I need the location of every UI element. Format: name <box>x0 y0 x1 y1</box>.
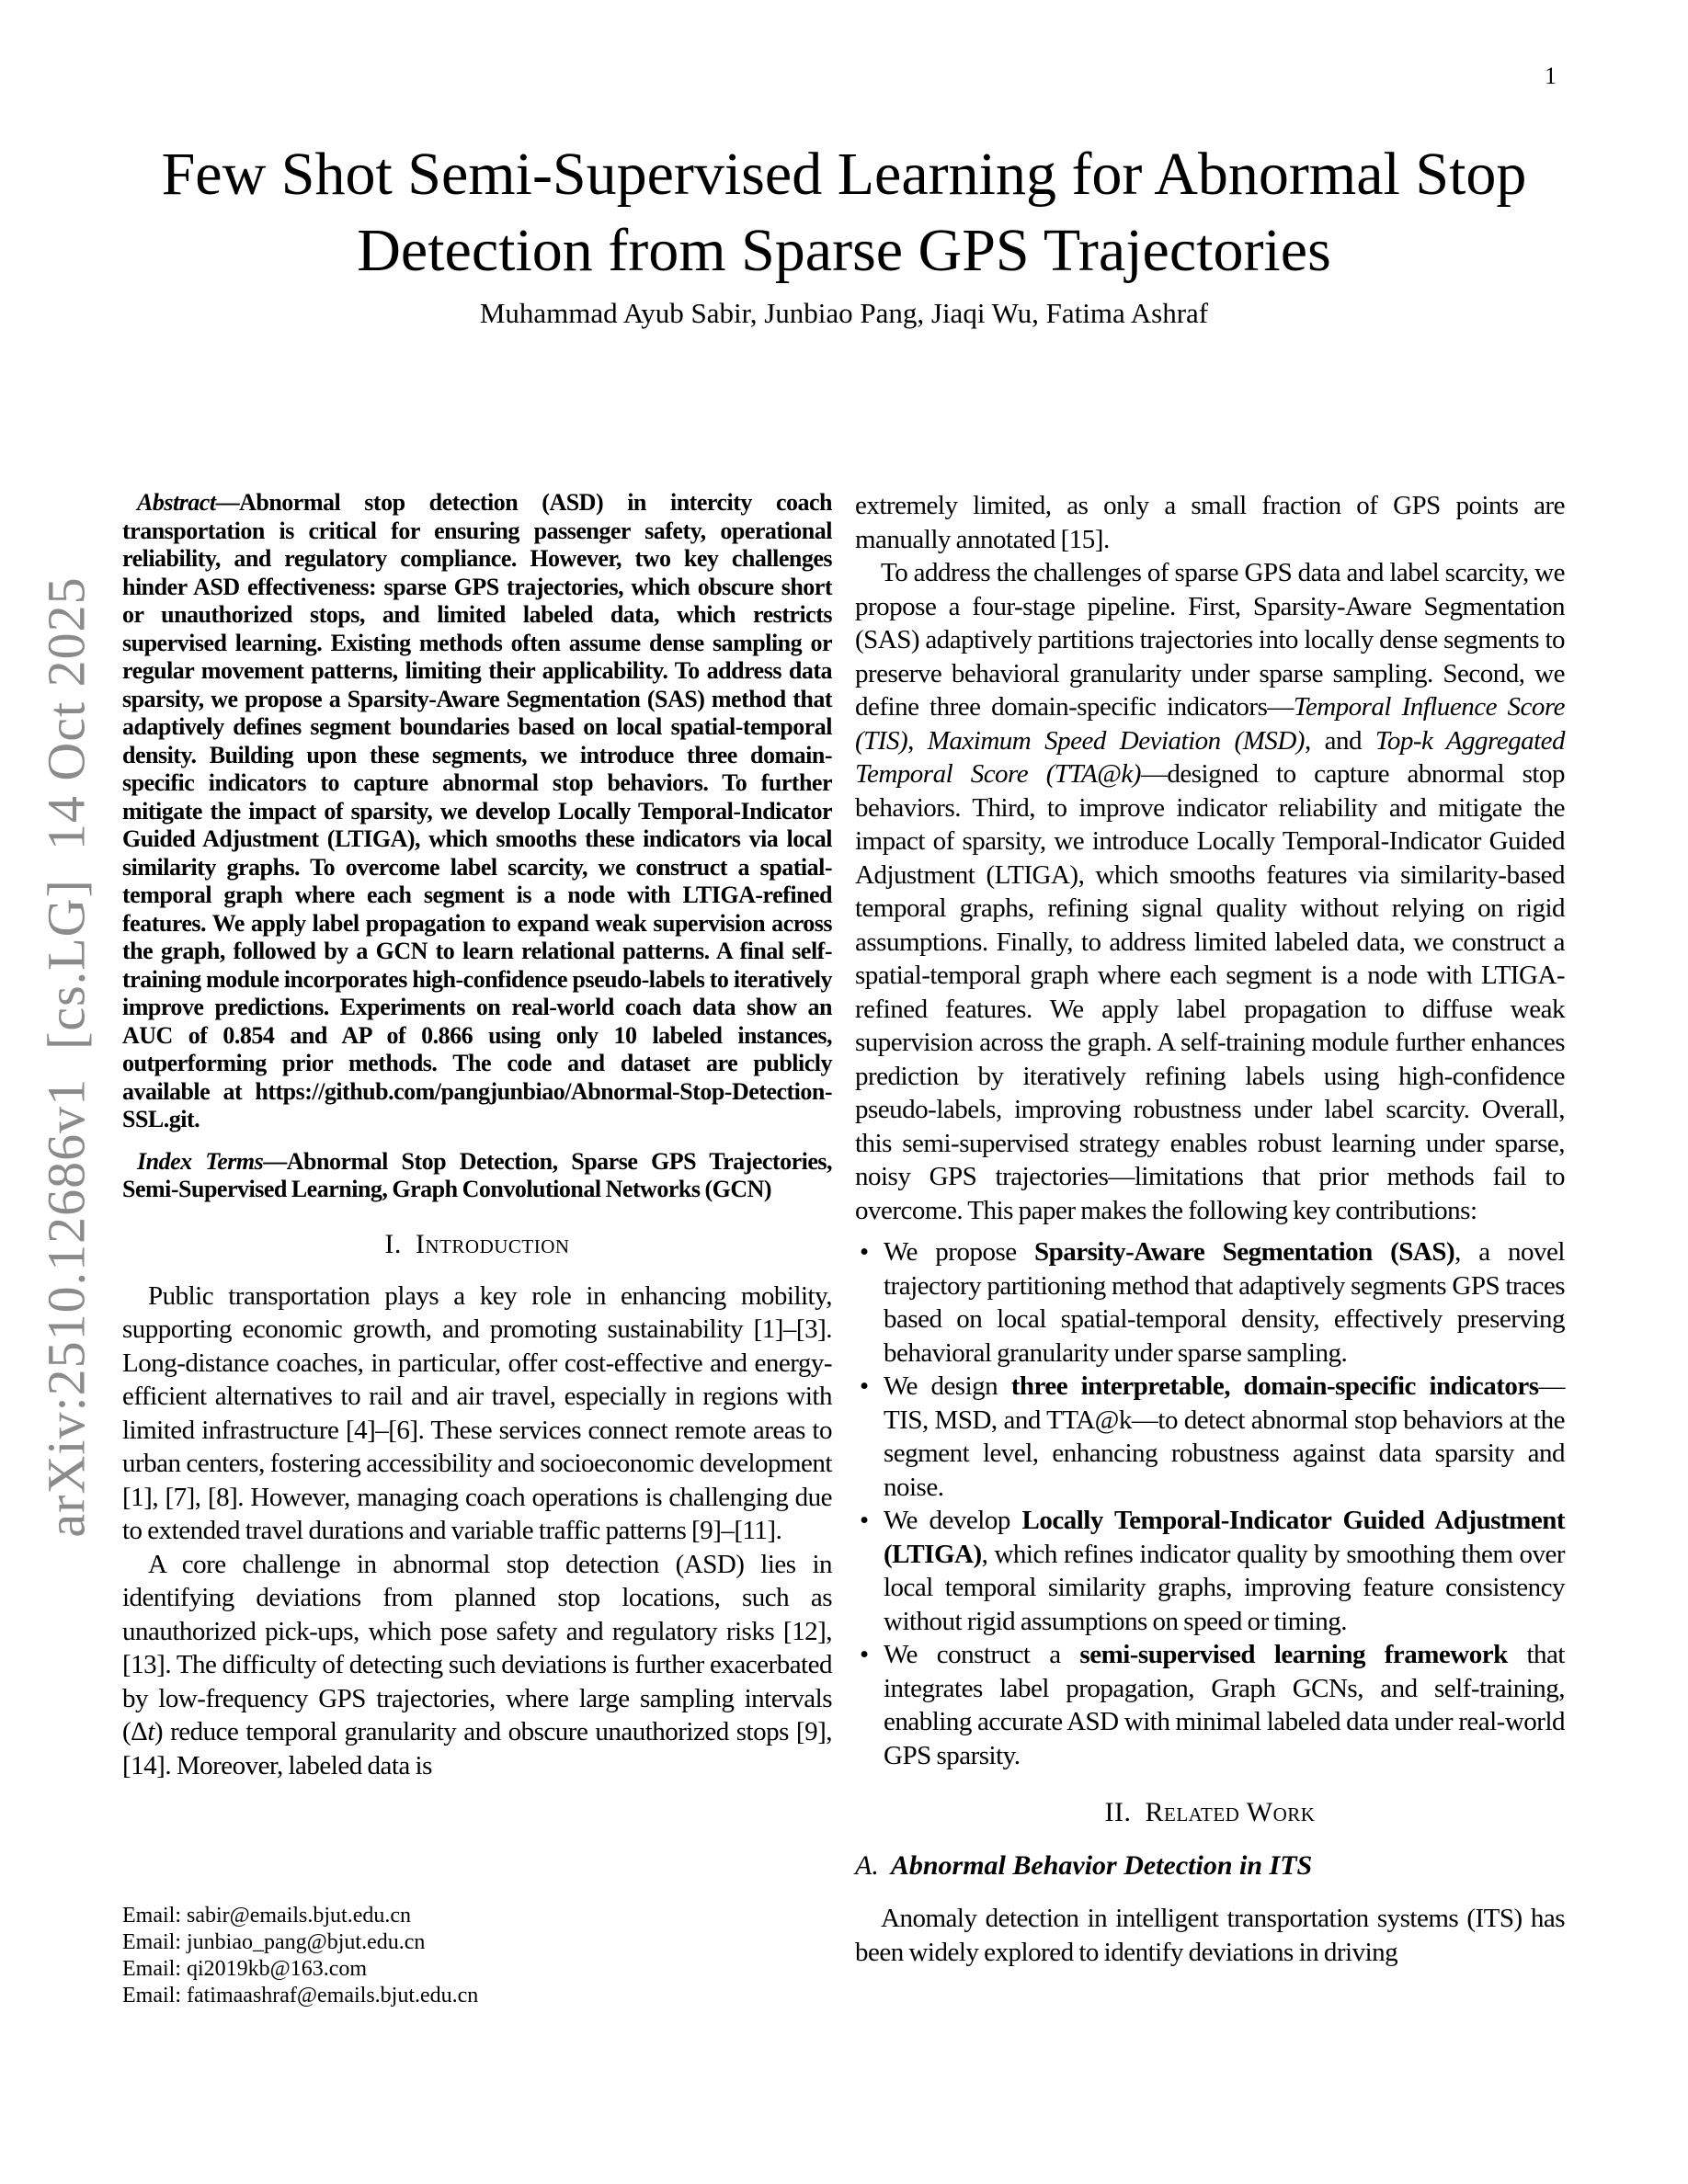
paper-authors: Muhammad Ayub Sabir, Junbiao Pang, Jiaqi Wu, Fatima Ashraf <box>479 297 1209 329</box>
contribution-item: • We develop Locally Temporal-Indicator Guided Adjustment (LTIGA), which refines indicator quality by smoothing them over local temporal similarity graphs, improving feature consistency without rigid assumptions on speed or timing. <box>855 1504 1565 1638</box>
arxiv-watermark: arXiv:2510.12686v1 [cs.LG] 14 Oct 2025 <box>36 576 97 1538</box>
section-number: II. <box>1104 1797 1132 1827</box>
paper-title: Few Shot Semi-Supervised Learning for Abnormal Stop Detection from Sparse GPS Trajectories <box>161 141 1527 284</box>
abstract-paragraph: Abstract—Abnormal stop detection (ASD) in intercity coach transportation is critical for ensuring passenger safety, operational reliability, and regulatory compliance. However, two key challenges hinder ASD effectiveness: sparse GPS trajectories, which obscure short or unauthorized stops, and limited labeled data, which restricts supervised learning. Existing methods often assume dense sampling or regular movement patterns, limiting their applicability. To address data sparsity, we propose a Sparsity-Aware Segmentation (SAS) method that adaptively defines segment boundaries based on local spatial-temporal density. Building upon these segments, we introduce three domain-specific indicators to capture abnormal stop behaviors. To further mitigate the impact of sparsity, we develop Locally Temporal-Indicator Guided Adjustment (LTIGA), which smooths these indicators via local similarity graphs. To overcome label scarcity, we construct a spatial-temporal graph where each segment is a node with LTIGA-refined features. We apply label propagation to expand weak supervision across the graph, followed by a GCN to learn relational patterns. A final self-training module incorporates high-confidence pseudo-labels to iteratively improve predictions. Experiments on real-world coach data show an AUC of 0.854 and AP of 0.866 using only 10 labeled instances, outperforming prior methods. The code and dataset are publicly available at https://github.com/pangjunbiao/Abnormal-Stop-Detection-SSL.git. <box>122 489 832 1132</box>
section-heading-introduction <box>122 1229 832 1260</box>
page-number: 1 <box>1545 63 1557 89</box>
index-terms-paragraph: Index Terms—Abnormal Stop Detection, Sparse GPS Trajectories, Semi-Supervised Learning, Graph Convolutional Networks (GCN) <box>122 1147 832 1202</box>
email-footnote: Email: junbiao_pang@bjut.edu.cn <box>122 1930 426 1954</box>
two-column-body <box>122 489 1565 2009</box>
contribution-item: • We propose Sparsity-Aware Segmentation (SAS), a novel trajectory partitioning method that adaptively segments GPS traces based on local spatial-temporal density, effectively preserving behavioral granularity under sparse sampling. <box>855 1235 1565 1370</box>
right-column <box>855 489 1565 2009</box>
contribution-item: • We construct a semi-supervised learning framework that integrates label propagation, Graph GCNs, and self-training, enabling accurate ASD with minimal labeled data under real-world GPS sparsity. <box>855 1638 1565 1772</box>
subsection-label: A. <box>855 1850 879 1881</box>
email-footnotes <box>122 1903 832 2009</box>
email-footnote: Email: fatimaashraf@emails.bjut.edu.cn <box>122 1984 479 2008</box>
section-title: Introduction <box>415 1228 570 1259</box>
contribution-item: • We design three interpretable, domain-specific indicators—TIS, MSD, and TTA@k—to detect abnormal stop behaviors at the segment level, enhancing robustness against data sparsity and noise. <box>855 1370 1565 1504</box>
body-paragraph-continuation: extremely limited, as only a small fraction of GPS points are manually annotated [15]. <box>855 491 1565 554</box>
email-footnote: Email: qi2019kb@163.com <box>122 1957 368 1981</box>
section-number: I. <box>384 1228 402 1259</box>
pipeline-paragraph: To address the challenges of sparse GPS data and label scarcity, we propose a four-stage pipeline. First, Sparsity-Aware Segmentation (SAS) adaptively partitions trajectories into locally dense segments to preserve behavioral granularity under sparse sampling. Second, we define three domain-specific indicators—Temporal Influence Score (TIS), Maximum Speed Deviation (MSD), and Top-k Aggregated Temporal Score (TTA@k)—designed to capture abnormal stop behaviors. Third, to improve indicator reliability and mitigate the impact of sparsity, we introduce Locally Temporal-Indicator Guided Adjustment (LTIGA), which smooths features via similarity-based temporal graphs, refining signal quality without relying on rigid assumptions. Finally, to address limited labeled data, we construct a spatial-temporal graph where each segment is a node with LTIGA-refined features. We apply label propagation to diffuse weak supervision across the graph. A self-training module further enhances prediction by iteratively refining labels using high-confidence pseudo-labels, improving robustness under label scarcity. Overall, this semi-supervised strategy enables robust learning under sparse, noisy GPS trajectories—limitations that prior methods fail to overcome. This paper makes the following key contributions: <box>855 558 1566 1225</box>
section-heading-related-work <box>855 1797 1565 1828</box>
intro-paragraph-1: Public transportation plays a key role in enhancing mobility, supporting economic growth, and promoting sustainability [1]–[3]. Long-distance coaches, in particular, offer cost-effective and energy-efficient alternatives to rail and air travel, especially in regions with limited infrastructure [4]–[6]. These services connect remote areas to urban centers, fostering accessibility and socioeconomic development [1], [7], [8]. However, managing coach operations is challenging due to extended travel durations and variable traffic patterns [9]–[11]. <box>122 1280 832 1545</box>
intro-paragraph-2: A core challenge in abnormal stop detection (ASD) lies in identifying deviations from planned stop locations, such as unauthorized pick-ups, which pose safety and regulatory risks [12], [13]. The difficulty of detecting such deviations is further exacerbated by low-frequency GPS trajectories, where large sampling intervals (Δt) reduce temporal granularity and obscure unauthorized stops [9], [14]. Moreover, labeled data is <box>122 1549 832 1780</box>
subsection-heading-abnormal-behavior <box>855 1850 1565 1882</box>
section-title: Related Work <box>1145 1797 1316 1827</box>
subsection-title: Abnormal Behavior Detection in ITS <box>890 1850 1313 1881</box>
related-work-paragraph: Anomaly detection in intelligent transportation systems (ITS) has been widely explored to identify deviations in driving <box>855 1904 1565 1967</box>
email-footnote: Email: sabir@emails.bjut.edu.cn <box>122 1904 412 1928</box>
left-column <box>122 489 832 2009</box>
contributions-list <box>855 1235 1565 1772</box>
